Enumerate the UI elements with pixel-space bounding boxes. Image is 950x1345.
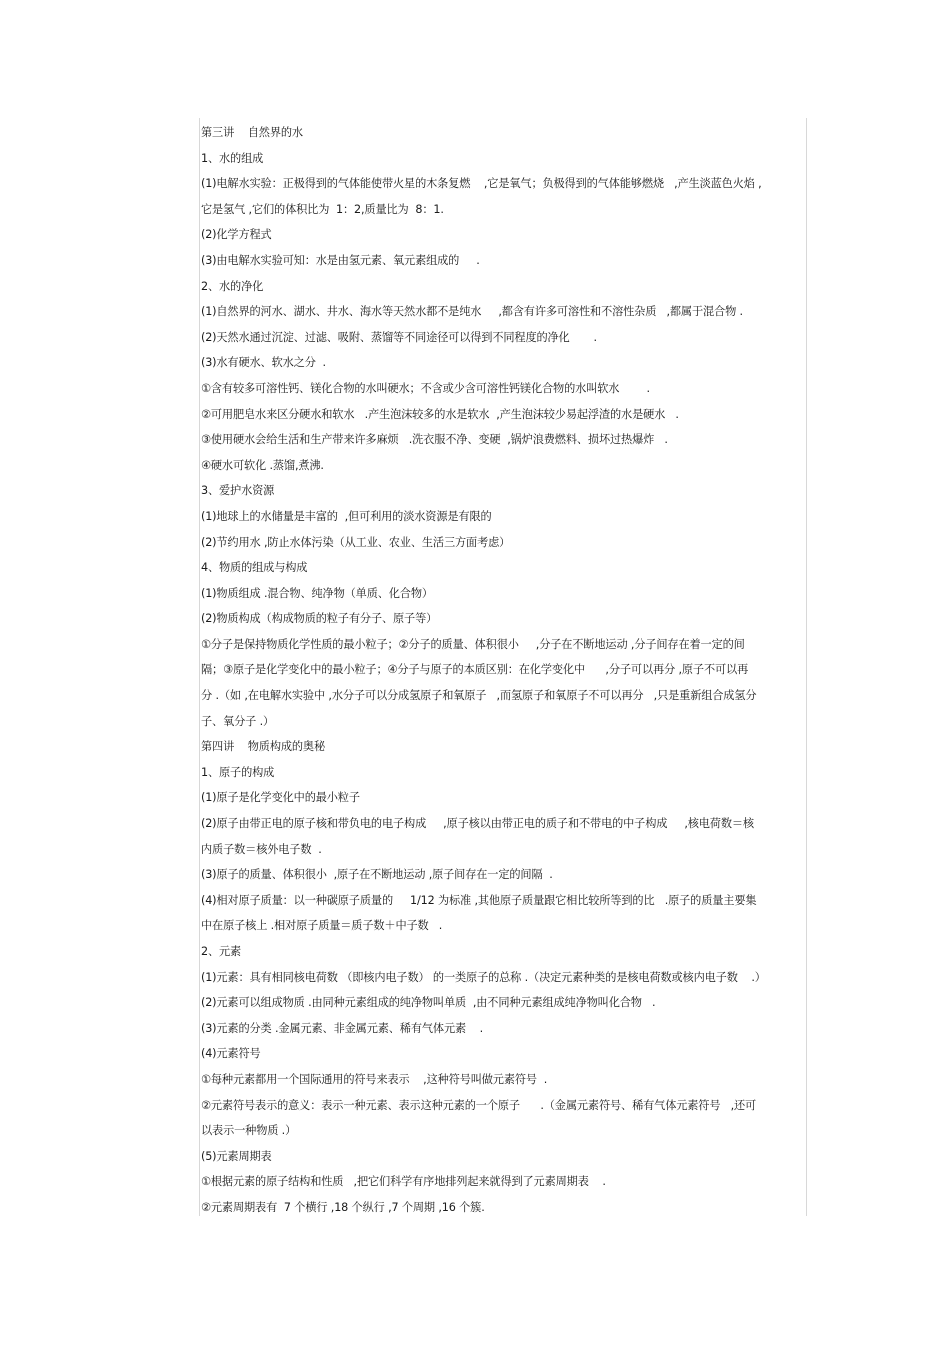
- subheading-water-resources: 3、爱护水资源: [201, 484, 275, 498]
- text-line: (1)地球上的水储量是丰富的 ,但可利用的淡水资源是有限的: [201, 509, 492, 523]
- text-line: ②元素符号表示的意义：表示一种元素、表示这种元素的一个原子 .（金属元素符号、稀有气体元素符号 ,还可: [201, 1098, 757, 1112]
- text-line: ①根据元素的原子结构和性质 ,把它们科学有序地排列起来就得到了元素周期表 .: [201, 1175, 606, 1189]
- text-line: 它是氢气 ,它们的体积比为 1：2,质量比为 8：1.: [201, 202, 444, 216]
- text-line: ①每种元素都用一个国际通用的符号来表示 ,这种符号叫做元素符号 .: [201, 1072, 548, 1086]
- text-line: 内质子数＝核外电子数 .: [201, 842, 322, 856]
- text-line: ③使用硬水会给生活和生产带来许多麻烦 .洗衣服不净、变硬 ,锅炉浪费燃料、损坏过热爆炸 .: [201, 433, 668, 447]
- text-line: (1)原子是化学变化中的最小粒子: [201, 791, 360, 805]
- section-heading-lecture-3: 第三讲 自然界的水: [201, 126, 303, 139]
- text-line: (2)化学方程式: [201, 228, 272, 242]
- text-line: (3)原子的质量、体积很小 ,原子在不断地运动 ,原子间存在一定的间隔 .: [201, 868, 553, 882]
- text-line: 以表示一种物质 .）: [201, 1124, 297, 1138]
- document-body: [201, 120, 804, 1221]
- text-line: (4)相对原子质量：以一种碳原子质量的 1/12 为标准 ,其他原子质量跟它相比较所等到的比 .原子的质量主要集: [201, 893, 757, 907]
- text-line: (4)元素符号: [201, 1047, 261, 1061]
- text-line: ①分子是保持物质化学性质的最小粒子；②分子的质量、体积很小 ,分子在不断地运动 ,分子间存在着一定的间: [201, 637, 745, 651]
- subheading-matter-composition: 4、物质的组成与构成: [201, 561, 308, 575]
- text-line: 隔；③原子是化学变化中的最小粒子；④分子与原子的本质区别：在化学变化中 ,分子可以再分 ,原子不可以再: [201, 663, 749, 677]
- text-line: (1)自然界的河水、湖水、井水、海水等天然水都不是纯水 ,都含有许多可溶性和不溶性杂质 ,都属于混合物 .: [201, 305, 743, 319]
- subheading-atom-structure: 1、原子的构成: [201, 765, 275, 779]
- text-line: (2)元素可以组成物质 .由同种元素组成的纯净物叫单质 ,由不同种元素组成纯净物叫化合物 .: [201, 996, 656, 1010]
- text-line: (5)元素周期表: [201, 1149, 272, 1163]
- text-line: (1)电解水实验：正极得到的气体能使带火星的木条复燃 ,它是氧气；负极得到的气体能够燃烧 ,产生淡蓝色火焰 ,: [201, 177, 762, 191]
- text-line: (1)物质组成 .混合物、纯净物（单质、化合物）: [201, 586, 433, 600]
- text-line: (2)天然水通过沉淀、过滤、吸附、蒸馏等不同途径可以得到不同程度的净化 .: [201, 330, 597, 344]
- text-line: 中在原子核上 .相对原子质量＝质子数＋中子数 .: [201, 919, 443, 933]
- page-border-right: [806, 118, 807, 1216]
- text-line: ①含有较多可溶性钙、镁化合物的水叫硬水；不含或少含可溶性钙镁化合物的水叫软水 .: [201, 381, 650, 395]
- text-line: 子、氧分子 .）: [201, 714, 275, 728]
- text-line: 分 .（如 ,在电解水实验中 ,水分子可以分成氢原子和氧原子 ,而氢原子和氧原子不可以再分 ,只是重新组合成氢分: [201, 689, 757, 703]
- subheading-water-purification: 2、水的净化: [201, 279, 264, 293]
- section-heading-lecture-4: 第四讲 物质构成的奥秘: [201, 740, 326, 754]
- page-border-left: [199, 118, 200, 1216]
- text-line: (1)元素：具有相同核电荷数 （即核内电子数） 的一类原子的总称 .（决定元素种类的是核电荷数或核内电子数 .）: [201, 970, 766, 984]
- subheading-elements: 2、元素: [201, 945, 242, 958]
- text-line: ④硬水可软化 .蒸馏,煮沸.: [201, 458, 324, 472]
- text-line: (3)水有硬水、软水之分 .: [201, 356, 326, 370]
- text-line: ②可用肥皂水来区分硬水和软水 .产生泡沫较多的水是软水 ,产生泡沫较少易起浮渣的水是硬水 .: [201, 407, 679, 421]
- text-line: (2)原子由带正电的原子核和带负电的电子构成 ,原子核以由带正电的质子和不带电的中子构成 ,核电荷数＝核: [201, 817, 754, 831]
- text-line: (2)节约用水 ,防止水体污染（从工业、农业、生活三方面考虑）: [201, 535, 511, 549]
- text-line: (3)由电解水实验可知：水是由氢元素、氧元素组成的 .: [201, 253, 480, 267]
- text-line: (3)元素的分类 .金属元素、非金属元素、稀有气体元素 .: [201, 1021, 484, 1035]
- text-line: (2)物质构成（构成物质的粒子有分子、原子等）: [201, 612, 438, 626]
- subheading-water-composition: 1、水的组成: [201, 151, 264, 165]
- text-line: ②元素周期表有 7 个横行 ,18 个纵行 ,7 个周期 ,16 个簇.: [201, 1200, 485, 1214]
